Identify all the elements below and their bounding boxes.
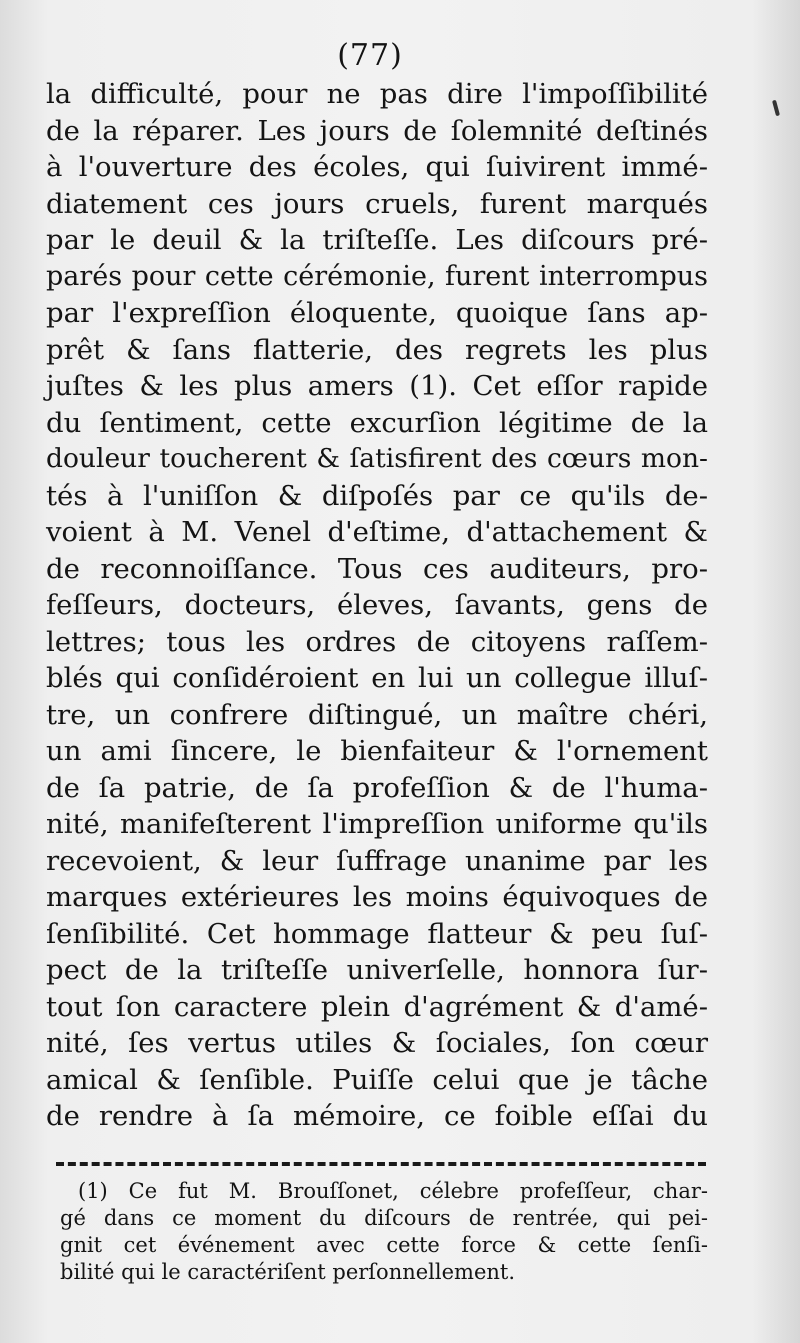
page-number: (77) (337, 38, 403, 73)
footnote-line: (1) Ce fut M. Brouſſonet, célebre profeſſeur, char- (78, 1179, 708, 1203)
text-line: de rendre à ſa mémoire, ce foible eſſai du (46, 1100, 708, 1132)
text-line: voient à M. Venel d'eſtime, d'attachement & (46, 516, 708, 548)
text-line: amical & ſenſible. Puiſſe celui que je tâche (46, 1063, 708, 1096)
footnote-line: bilité qui le caractériſent perſonnellement. (60, 1260, 516, 1284)
text-line: du ſentiment, cette excurſion légitime de la (46, 406, 708, 439)
footnote (60, 1178, 708, 1286)
text-line: juſtes & les plus amers (1). Cet eſſor rapide (46, 370, 708, 402)
text-line: de reconnoiſſance. Tous ces auditeurs, pro- (46, 552, 708, 585)
text-line: un ami ſincere, le bienfaiteur & l'ornement (46, 735, 708, 767)
text-line: nité, ſes vertus utiles & ſociales, ſon cœur (46, 1027, 708, 1059)
text-line: diatement ces jours cruels, furent marqués (46, 187, 708, 220)
text-line: prêt & ſans flatterie, des regrets les plus (46, 333, 708, 366)
footnote-line: gnit cet événement avec cette force & cette ſenſi- (60, 1233, 708, 1257)
footnote-line: gé dans ce moment du diſcours de rentrée, qui pei- (60, 1206, 708, 1230)
text-line: ſenſibilité. Cet hommage flatteur & peu ſuſ- (46, 917, 708, 950)
text-line: la difficulté, pour ne pas dire l'impoſſibilité (46, 78, 708, 110)
text-line: pect de la triſteſſe univerſelle, honnora ſur- (46, 954, 708, 986)
text-line: nité, manifeſterent l'impreſſion uniforme qu'ils (46, 808, 708, 840)
text-line: par l'expreſſion éloquente, quoique ſans ap- (46, 297, 708, 329)
text-line: par le deuil & la triſteſſe. Les diſcours pré- (46, 224, 708, 256)
ink-speck (772, 100, 780, 116)
footnote-separator (56, 1162, 706, 1166)
text-line: recevoient, & leur ſuffrage unanime par les (46, 844, 708, 877)
text-line: douleur toucherent & ſatisfirent des cœurs mon- (46, 443, 708, 474)
text-line: feſſeurs, docteurs, éleves, ſavants, gens de (46, 589, 708, 621)
text-line: tout ſon caractere plein d'agrément & d'amé- (46, 990, 708, 1023)
text-line: lettres; tous les ordres de citoyens raſſem- (46, 625, 708, 658)
text-line: tre, un confrere diſtingué, un maître chéri, (46, 698, 708, 731)
text-line: marques extérieures les moins équivoques de (46, 881, 708, 913)
text-line: à l'ouverture des écoles, qui ſuivirent immé- (46, 151, 708, 183)
text-line: tés à l'uniſſon & diſpoſés par ce qu'ils de- (46, 479, 708, 512)
body-text (46, 76, 708, 1135)
text-line: de la réparer. Les jours de ſolemnité deſtinés (46, 114, 708, 147)
text-line: blés qui conſidéroient en lui un collegue illuſ- (46, 662, 708, 694)
text-line: parés pour cette cérémonie, furent interrompus (46, 260, 708, 292)
text-line: de ſa patrie, de ſa profeſſion & de l'huma- (46, 771, 708, 804)
